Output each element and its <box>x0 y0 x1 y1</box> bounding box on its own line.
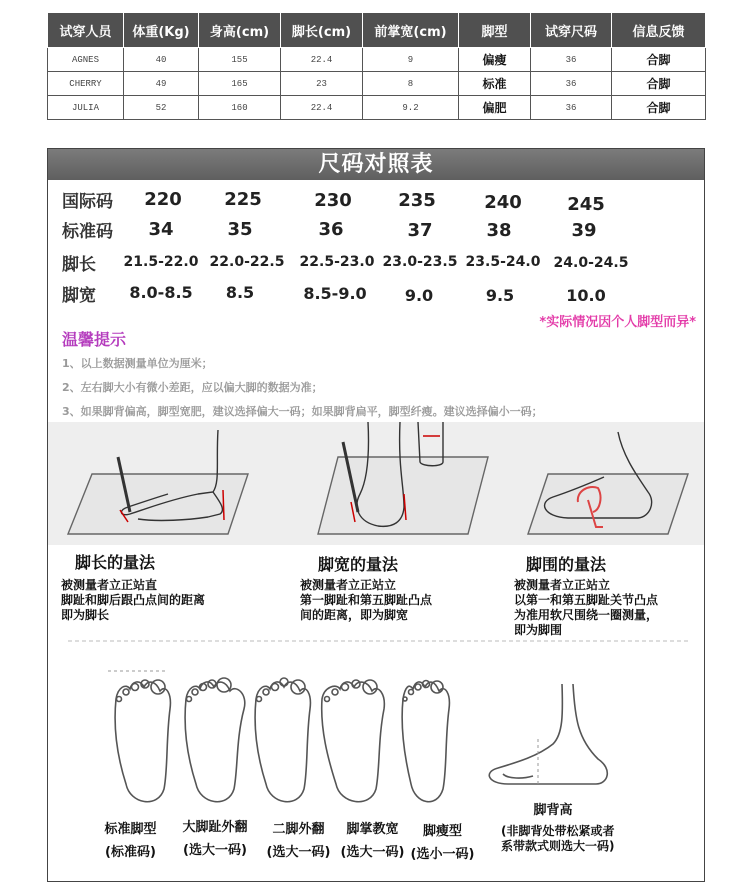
cell-weight: 52 <box>124 96 199 120</box>
tips-title: 温馨提示 <box>62 330 127 349</box>
std-size-cell: 36 <box>318 219 344 240</box>
instep-illustration <box>478 684 658 799</box>
table-row <box>48 48 706 72</box>
cell-size: 36 <box>531 48 612 72</box>
intl-size-cell: 225 <box>224 189 262 210</box>
foot-length-illustration <box>68 430 248 534</box>
std-size-cell: 38 <box>486 220 512 241</box>
cell-foot-length: 23 <box>281 72 363 96</box>
foot-type-label <box>256 818 341 860</box>
foot-type-name: 脚掌教宽 <box>346 822 399 837</box>
desc-line: 脚趾和脚后跟凸点间的距离 <box>61 593 206 607</box>
cell-forefoot-width: 9 <box>363 48 459 72</box>
header-foot-length: 脚长(cm) <box>281 13 363 48</box>
table-row <box>48 96 706 120</box>
foot-length-cell: 22.0-22.5 <box>209 254 285 270</box>
desc-line: 系带款式则选大一码) <box>501 839 615 853</box>
foot-type-name: 二脚外翻 <box>272 822 325 837</box>
width-method-title: 脚宽的量法 <box>318 555 399 574</box>
cell-foot-type: 标准 <box>459 72 531 96</box>
tip-item: 3、如果脚背偏高，脚型宽肥，建议选择偏大一码；如果脚背扁平，脚型纤瘦。建议选择偏小一码； <box>62 405 543 418</box>
cell-height: 165 <box>199 72 281 96</box>
foot-type-sub: (选大一码) <box>266 845 331 860</box>
header-feedback: 信息反馈 <box>612 13 706 48</box>
girth-method-desc <box>514 578 658 638</box>
foot-length-cell: 23.5-24.0 <box>465 254 541 270</box>
intl-size-cell: 220 <box>144 189 182 210</box>
cell-feedback: 合脚 <box>612 48 706 72</box>
foot-outline-second-toe <box>255 678 310 802</box>
cell-foot-length: 22.4 <box>281 48 363 72</box>
foot-length-cell: 21.5-22.0 <box>123 254 199 270</box>
tryon-table <box>47 12 706 120</box>
cell-size: 36 <box>531 72 612 96</box>
foot-width-illustration <box>318 422 488 534</box>
cell-name: CHERRY <box>48 72 124 96</box>
dashed-divider <box>68 639 688 643</box>
header-forefoot-width: 前掌宽(cm) <box>363 13 459 48</box>
desc-line: 即为脚围 <box>514 623 563 637</box>
foot-width-cell: 9.0 <box>404 286 434 305</box>
cell-name: JULIA <box>48 96 124 120</box>
foot-outline-standard <box>115 680 170 802</box>
foot-type-label <box>88 818 173 860</box>
header-height: 身高(cm) <box>199 13 281 48</box>
foot-type-name: 脚瘦型 <box>422 824 462 839</box>
cell-height: 160 <box>199 96 281 120</box>
foot-width-cell: 8.0-8.5 <box>129 283 193 302</box>
instep-title: 脚背高 <box>533 803 573 818</box>
foot-type-name: 大脚趾外翻 <box>182 820 248 835</box>
foot-width-cell: 10.0 <box>566 286 606 305</box>
row-label-width: 脚宽 <box>62 286 96 306</box>
length-method-title: 脚长的量法 <box>75 553 156 572</box>
cell-foot-type: 偏肥 <box>459 96 531 120</box>
cell-forefoot-width: 9.2 <box>363 96 459 120</box>
cell-name: AGNES <box>48 48 124 72</box>
cell-height: 155 <box>199 48 281 72</box>
std-size-cell: 34 <box>148 219 174 240</box>
cell-weight: 49 <box>124 72 199 96</box>
desc-line: 即为脚长 <box>61 608 110 622</box>
std-size-cell: 37 <box>407 220 433 241</box>
cell-forefoot-width: 8 <box>363 72 459 96</box>
intl-size-cell: 230 <box>314 190 352 211</box>
std-size-cell: 39 <box>571 220 597 241</box>
desc-line: 被测量者立正站立 <box>300 578 397 592</box>
cell-feedback: 合脚 <box>612 72 706 96</box>
desc-line: 被测量者立正站直 <box>61 578 158 592</box>
desc-line: (非脚背处带松紧或者 <box>501 824 615 838</box>
foot-length-cell: 24.0-24.5 <box>553 255 629 271</box>
foot-type-label <box>170 816 260 858</box>
foot-type-label <box>400 820 485 862</box>
row-label-intl: 国际码 <box>62 192 113 212</box>
size-chart-panel <box>47 148 705 882</box>
cell-size: 36 <box>531 96 612 120</box>
foot-width-cell: 8.5 <box>225 283 255 302</box>
row-label-std: 标准码 <box>62 222 113 242</box>
foot-type-sub: (选小一码) <box>410 847 475 862</box>
intl-size-cell: 235 <box>398 190 436 211</box>
instep-desc <box>501 824 615 854</box>
width-method-desc <box>300 578 432 623</box>
foot-type-sub: (选大一码) <box>183 843 247 858</box>
intl-size-cell: 240 <box>484 192 522 213</box>
length-method-desc <box>61 578 205 623</box>
foot-outline-bunion <box>185 678 245 802</box>
foot-type-sub: (标准码) <box>105 845 156 860</box>
desc-line: 第一脚趾和第五脚趾凸点 <box>300 593 433 607</box>
table-row <box>48 72 706 96</box>
foot-type-outlines <box>108 669 508 819</box>
desc-line: 以第一和第五脚趾关节凸点 <box>514 593 659 607</box>
foot-type-name: 标准脚型 <box>104 822 157 837</box>
tryon-header-row <box>48 13 706 48</box>
header-foot-type: 脚型 <box>459 13 531 48</box>
row-label-length: 脚长 <box>62 255 96 275</box>
fit-note: *实际情况因个人脚型而异* <box>539 315 696 330</box>
foot-width-cell: 8.5-9.0 <box>303 284 367 303</box>
girth-method-title: 脚围的量法 <box>526 555 607 574</box>
desc-line: 间的距离，即为脚宽 <box>300 608 409 622</box>
foot-length-cell: 22.5-23.0 <box>299 254 375 270</box>
tip-item: 2、左右脚大小有微小差距，应以偏大脚的数据为准； <box>62 381 323 394</box>
header-tried-size: 试穿尺码 <box>531 13 612 48</box>
foot-outline-slim <box>402 681 449 802</box>
tip-item: 1、以上数据测量单位为厘米； <box>62 357 213 370</box>
std-size-cell: 35 <box>227 219 253 240</box>
cell-foot-length: 22.4 <box>281 96 363 120</box>
cell-feedback: 合脚 <box>612 96 706 120</box>
cell-foot-type: 偏瘦 <box>459 48 531 72</box>
intl-size-cell: 245 <box>567 194 605 215</box>
cell-weight: 40 <box>124 48 199 72</box>
size-chart-title: 尺码对照表 <box>48 149 704 180</box>
measure-illustrations <box>48 422 704 545</box>
header-weight: 体重(Kg) <box>124 13 199 48</box>
foot-outline-wide <box>322 680 385 802</box>
desc-line: 被测量者立正站立 <box>514 578 611 592</box>
foot-length-cell: 23.0-23.5 <box>382 254 458 270</box>
foot-type-sub: (选大一码) <box>340 845 405 860</box>
header-tester: 试穿人员 <box>48 13 124 48</box>
foot-width-cell: 9.5 <box>485 286 515 305</box>
desc-line: 为准用软尺围绕一圈测量， <box>514 608 659 622</box>
foot-girth-illustration <box>528 432 688 534</box>
